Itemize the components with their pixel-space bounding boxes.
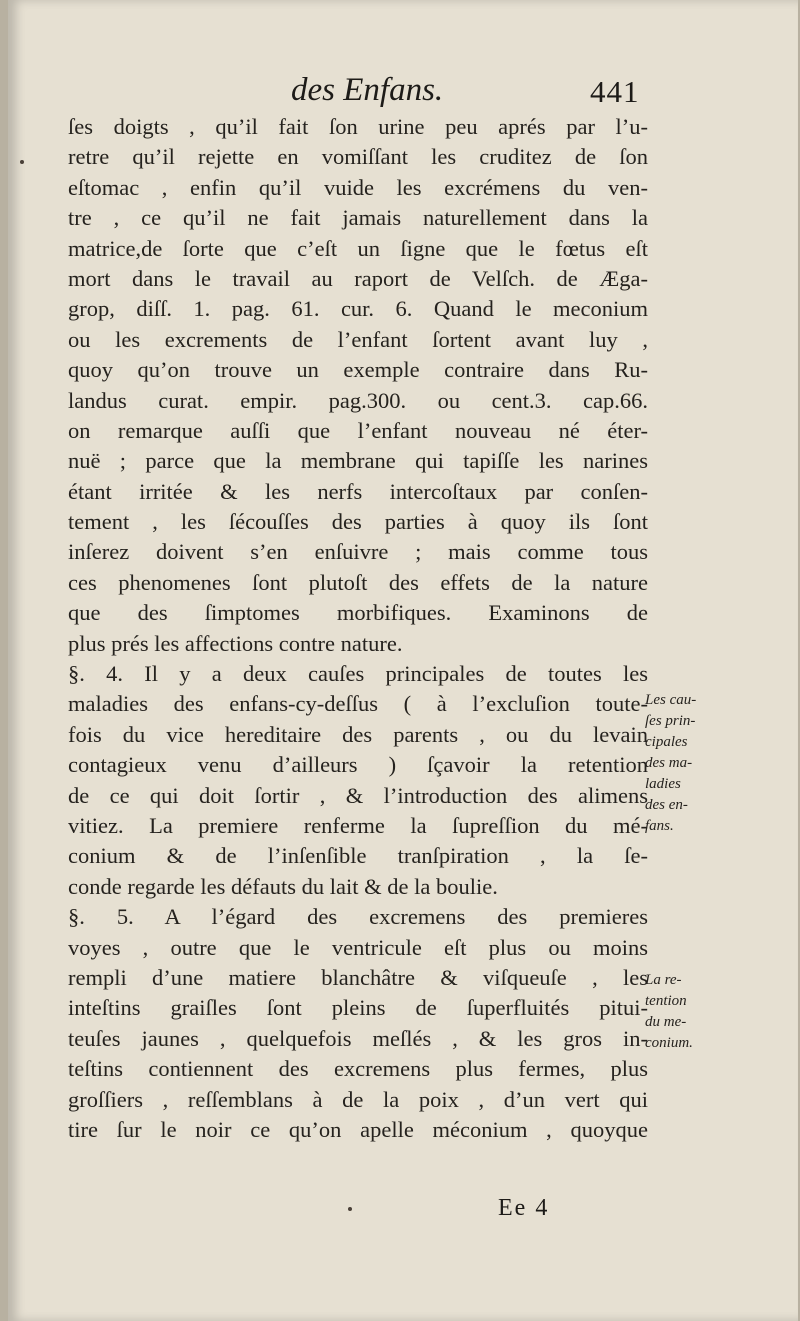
margin-note-line: fans. xyxy=(645,818,674,834)
margin-note-line: du me- xyxy=(645,1014,687,1030)
body-text xyxy=(68,112,648,1145)
text-line: matrice,de ſorte que c’eſt un ſigne que le fœtus eſt xyxy=(68,235,648,261)
paragraph-end-line: plus prés les affections contre nature. xyxy=(68,630,403,656)
running-title: des Enfans. xyxy=(291,72,444,108)
text-line: teſtins contiennent des excremens plus fermes, plus xyxy=(68,1056,648,1082)
margin-note-line: Les cau- xyxy=(645,692,697,708)
text-line: maladies des enfans-cy-deſſus ( à l’excluſion toute- xyxy=(68,691,648,717)
text-line: tement , les ſécouſſes des parties à quoy ils ſont xyxy=(68,509,648,535)
text-line: de ce qui doit ſortir , & l’introduction des alimens xyxy=(68,782,648,808)
text-line: quoy qu’on trouve un exemple contraire dans Ru- xyxy=(68,357,648,383)
margin-note-causes xyxy=(645,690,725,837)
text-line: ces phenomenes ſont plutoſt des effets de la nature xyxy=(68,569,648,595)
margin-note-line: La re- xyxy=(645,972,682,988)
margin-note-line: conium. xyxy=(645,1035,693,1051)
paragraph-end-line: conde regarde les défauts du lait & de la boulie. xyxy=(68,873,498,899)
text-line: que des ſimptomes morbifiques. Examinons de xyxy=(68,600,648,626)
margin-note-line: ſes prin- xyxy=(645,713,696,729)
text-line: ſes doigts , qu’il fait ſon urine peu aprés par l’u- xyxy=(68,114,648,139)
text-line: voyes , outre que le ventricule eſt plus ou moins xyxy=(68,934,648,960)
ink-speck xyxy=(20,160,24,164)
margin-note-line: des ma- xyxy=(645,755,693,771)
text-line: groſſiers , reſſemblans à de la poix , d’un vert qui xyxy=(68,1086,648,1112)
text-line: inſerez doivent s’en enſuivre ; mais comme tous xyxy=(68,539,648,565)
margin-note-retention xyxy=(645,970,725,1054)
text-line: conium & de l’inſenſible tranſpiration , la ſe- xyxy=(68,843,648,869)
text-line: étant irritée & les nerfs intercoſtaux par conſen- xyxy=(68,478,648,504)
margin-note-line: des en- xyxy=(645,797,688,813)
text-line: contagieux venu d’ailleurs ) ſçavoir la retention xyxy=(68,752,648,778)
text-line: mort dans le travail au raport de Velſch. de Æga- xyxy=(68,265,648,291)
text-line: ou les excrements de l’enfant ſortent avant luy , xyxy=(68,326,648,352)
page-number: 441 xyxy=(590,74,640,109)
text-line: tire ſur le noir ce qu’on apelle méconium , quoyque xyxy=(68,1116,648,1142)
text-line: vitiez. La premiere renferme la ſupreſſion du mé- xyxy=(68,812,648,838)
margin-note-line: tention xyxy=(645,993,687,1009)
ink-speck xyxy=(348,1207,352,1211)
text-line: rempli d’une matiere blanchâtre & viſqueuſe , les xyxy=(68,964,648,990)
book-page xyxy=(8,0,798,1321)
text-line: on remarque auſſi que l’enfant nouveau né éter- xyxy=(68,417,648,443)
margin-note-line: ladies xyxy=(645,776,681,792)
text-line: teuſes jaunes , quelquefois meſlés , & les gros in- xyxy=(68,1025,648,1051)
text-line: eſtomac , enfin qu’il vuide les excrémens du ven- xyxy=(68,174,648,200)
signature-mark: Ee 4 xyxy=(498,1195,550,1221)
text-line: tre , ce qu’il ne fait jamais naturellement dans la xyxy=(68,205,648,231)
page-footer xyxy=(8,1195,800,1235)
text-line: retre qu’il rejette en vomiſſant les cruditez de ſon xyxy=(68,144,648,170)
paragraph-5-start: §. 5. A l’égard des excremens des premieres xyxy=(68,904,648,930)
text-line: fois du vice hereditaire des parents , ou du levain xyxy=(68,721,648,747)
text-line: nuë ; parce que la membrane qui tapiſſe les narines xyxy=(68,448,648,474)
text-line: landus curat. empir. pag.300. ou cent.3. cap.66. xyxy=(68,387,648,413)
paragraph-4-start: §. 4. Il y a deux cauſes principales de toutes les xyxy=(68,661,648,687)
text-line: grop, diſſ. 1. pag. 61. cur. 6. Quand le meconium xyxy=(68,296,648,322)
margin-note-line: cipales xyxy=(645,734,688,750)
text-line: inteſtins graiſles ſont pleins de ſuperfluités pitui- xyxy=(68,995,648,1021)
